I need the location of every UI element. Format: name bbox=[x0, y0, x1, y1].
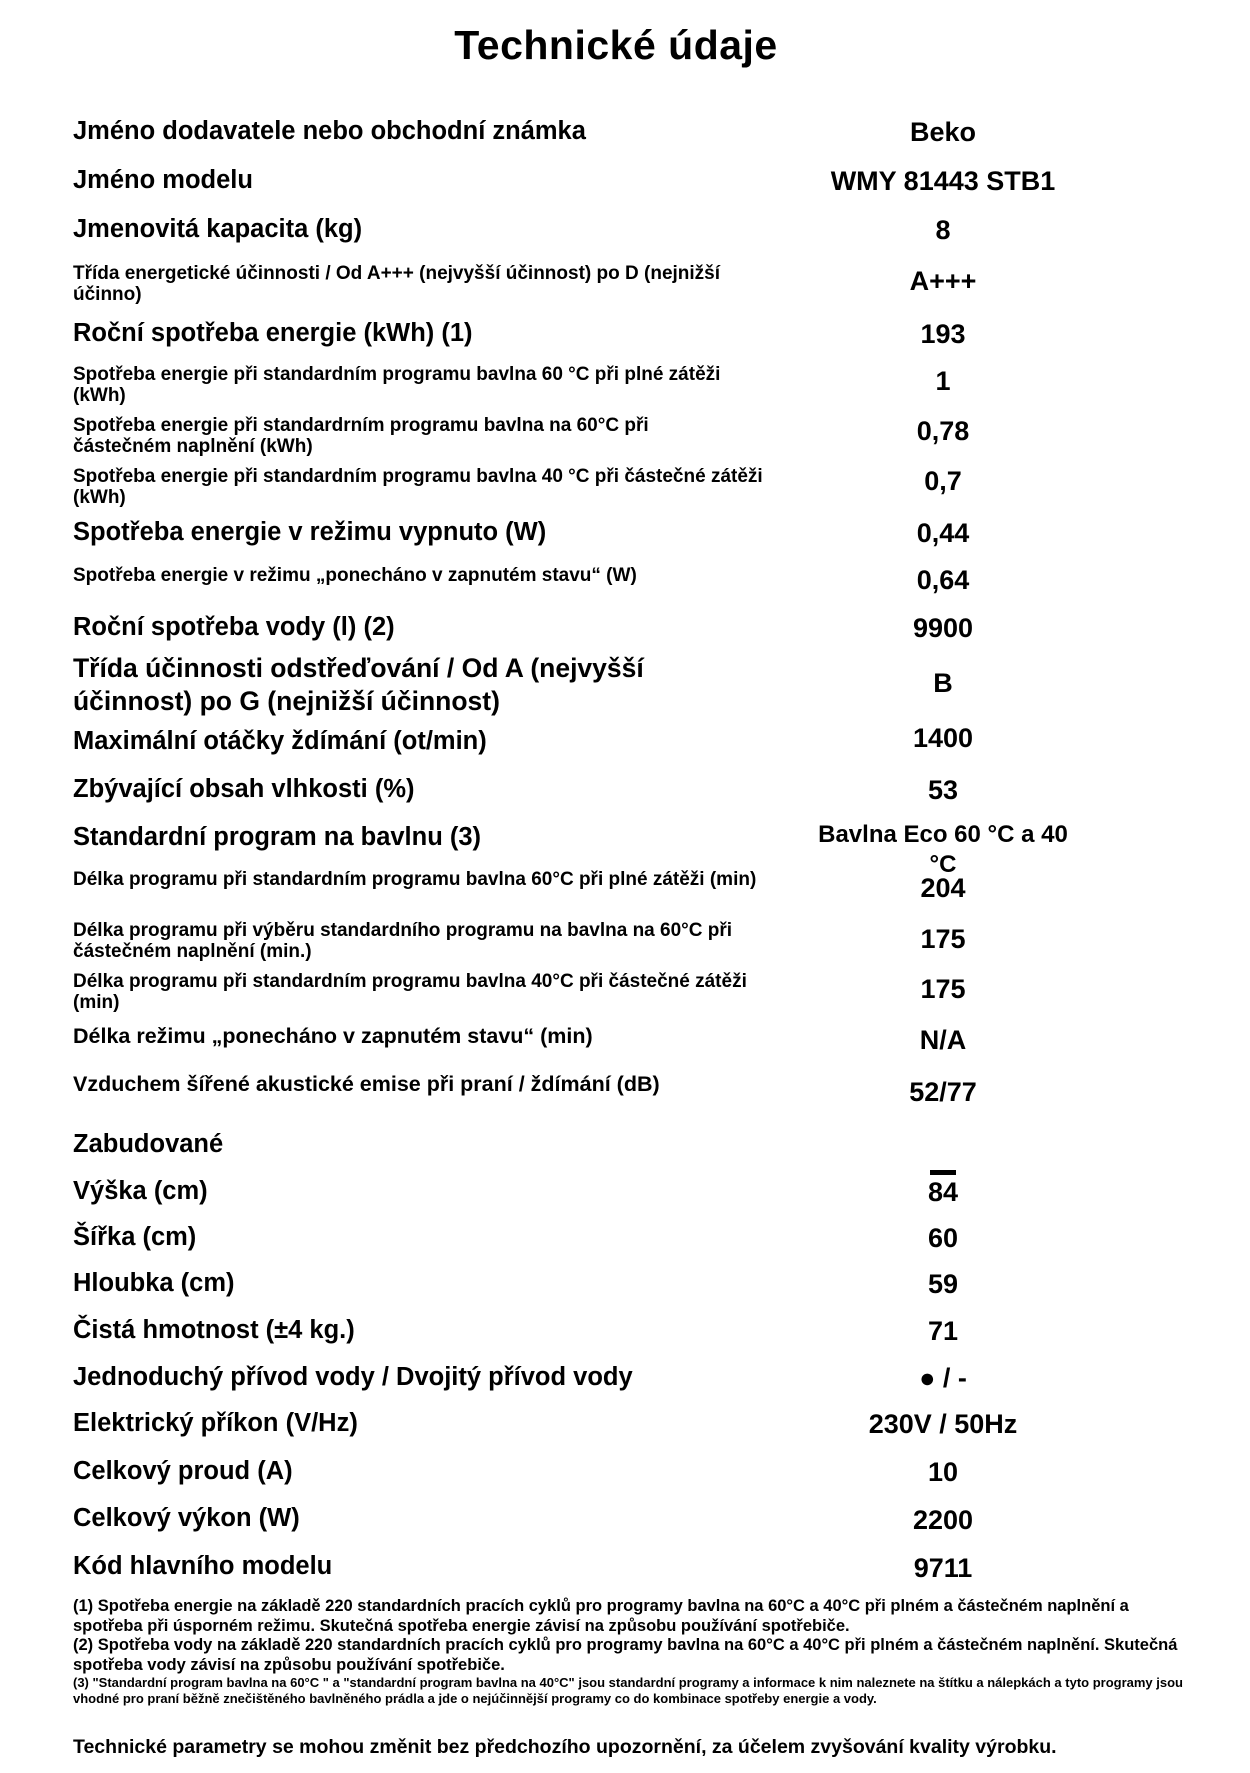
spec-value: 59 bbox=[927, 1269, 959, 1299]
spec-label: Maximální otáčky ždímání (ot/min) bbox=[73, 727, 487, 755]
footnotes bbox=[73, 1597, 1183, 1707]
spec-value: 204 bbox=[920, 873, 966, 903]
spec-value: 0,78 bbox=[916, 416, 970, 446]
spec-label: Jednoduchý přívod vody / Dvojitý přívod vody bbox=[73, 1363, 633, 1391]
spec-value: 193 bbox=[920, 319, 966, 349]
spec-label: Spotřeba energie v režimu „ponecháno v zapnutém stavu“ (W) bbox=[73, 565, 637, 586]
spec-value: A+++ bbox=[909, 266, 977, 296]
spec-value: 1400 bbox=[912, 723, 974, 753]
spec-value: ● / - bbox=[919, 1363, 967, 1393]
spec-label: Spotřeba energie při standardrním programu bavlna na 60°C při částečném naplnění (kWh) bbox=[73, 415, 649, 457]
spec-label: Délka programu při standardním programu bavlna 60°C při plné zátěži (min) bbox=[73, 869, 757, 890]
spec-label: Jmenovitá kapacita (kg) bbox=[73, 215, 363, 243]
footnote-1: (1) Spotřeba energie na základě 220 standardních pracích cyklů pro programy bavlna na 60°C a 40°C při plném a částečném naplnění a spotřeba při úsporném režimu. Skutečná spotřeba energie závisí na způsobu používání spotřebiče. bbox=[73, 1597, 1129, 1635]
spec-label: Kód hlavního modelu bbox=[73, 1552, 333, 1580]
spec-value: 0,64 bbox=[916, 565, 970, 595]
spec-label: Celkový proud (A) bbox=[73, 1457, 293, 1485]
spec-value: Beko bbox=[909, 117, 977, 147]
spec-value: 2200 bbox=[912, 1505, 974, 1535]
spec-value: B bbox=[933, 668, 953, 698]
spec-value: Bavlna Eco 60 °C a 40 °C bbox=[818, 821, 1068, 878]
spec-label: Roční spotřeba energie (kWh) (1) bbox=[73, 319, 473, 347]
spec-value: 53 bbox=[927, 775, 959, 805]
spec-value: 175 bbox=[920, 924, 966, 954]
page-title: Technické údaje bbox=[454, 22, 778, 68]
spec-label: Zabudované bbox=[73, 1130, 224, 1158]
spec-label: Vzduchem šířené akustické emise při praní / ždímání (dB) bbox=[73, 1072, 660, 1096]
spec-label: Elektrický příkon (V/Hz) bbox=[73, 1409, 358, 1437]
spec-label: Třída energetické účinnosti / Od A+++ (nejvyšší účinnost) po D (nejnižší účinno) bbox=[73, 263, 721, 305]
spec-label: Jméno modelu bbox=[73, 166, 253, 194]
spec-label: Výška (cm) bbox=[73, 1177, 208, 1205]
spec-value: 0,7 bbox=[924, 466, 962, 496]
footnote-2: (2) Spotřeba vody na základě 220 standardních pracích cyklů pro programy bavlna na 60°C a 40°C při plném a částečném naplnění. Skutečná spotřeba vody závisí na způsobu používání spotřebiče. bbox=[73, 1636, 1178, 1674]
spec-label: Třída účinnosti odstřeďování / Od A (nejvyšší účinnost) po G (nejnižší účinnost) bbox=[73, 653, 644, 716]
spec-value: N/A bbox=[919, 1025, 967, 1055]
spec-label: Šířka (cm) bbox=[73, 1223, 197, 1251]
spec-label: Délka režimu „ponecháno v zapnutém stavu“ (min) bbox=[73, 1024, 593, 1048]
spec-label: Spotřeba energie při standardním programu bavlna 60 °C při plné zátěži (kWh) bbox=[73, 364, 721, 406]
spec-label: Roční spotřeba vody (l) (2) bbox=[73, 613, 395, 641]
spec-value: 9711 bbox=[913, 1553, 973, 1583]
spec-value: 71 bbox=[927, 1316, 959, 1346]
spec-value: 0,44 bbox=[916, 518, 970, 548]
spec-label: Celkový výkon (W) bbox=[73, 1504, 300, 1532]
spec-value: 8 bbox=[935, 215, 951, 245]
spec-value: 10 bbox=[927, 1457, 959, 1487]
spec-label: Zbývající obsah vlhkosti (%) bbox=[73, 775, 415, 803]
spec-value: 175 bbox=[920, 974, 966, 1004]
spec-label: Jméno dodavatele nebo obchodní známka bbox=[73, 117, 586, 145]
spec-value: 52/77 bbox=[909, 1077, 977, 1107]
spec-label: Čistá hmotnost (±4 kg.) bbox=[73, 1316, 355, 1344]
spec-label: Spotřeba energie v režimu vypnuto (W) bbox=[73, 518, 547, 546]
footnote-3: (3) "Standardní program bavlna na 60°C " a "standardní program bavlna na 40°C" jsou standardní programy a informace k nim naleznete na štítku a nálepkách a tyto programy jsou vhodné pro praní běžně znečištěného bavlněného prádla a jde o nejúčinnější programy co do kombinace spotřeby energie a vody. bbox=[73, 1675, 1183, 1706]
dash-mark bbox=[930, 1170, 956, 1175]
spec-value: WMY 81443 STB1 bbox=[830, 166, 1056, 196]
spec-label: Spotřeba energie při standardním programu bavlna 40 °C při částečné zátěži (kWh) bbox=[73, 466, 763, 508]
spec-label: Délka programu při výběru standardního programu na bavlna na 60°C při částečném naplnění (min.) bbox=[73, 920, 733, 962]
spec-label: Hloubka (cm) bbox=[73, 1269, 235, 1297]
spec-value: 9900 bbox=[912, 613, 974, 643]
spec-value: 60 bbox=[927, 1223, 959, 1253]
spec-value: 1 bbox=[935, 366, 951, 396]
spec-label: Délka programu při standardním programu bavlna 40°C při částečné zátěži (min) bbox=[73, 971, 747, 1013]
disclaimer-note: Technické parametry se mohou změnit bez předchozího upozornění, za účelem zvyšování kvality výrobku. bbox=[73, 1736, 1057, 1758]
spec-label: Standardní program na bavlnu (3) bbox=[73, 823, 482, 851]
spec-value: 230V / 50Hz bbox=[868, 1409, 1018, 1439]
spec-value: 84 bbox=[927, 1177, 959, 1207]
